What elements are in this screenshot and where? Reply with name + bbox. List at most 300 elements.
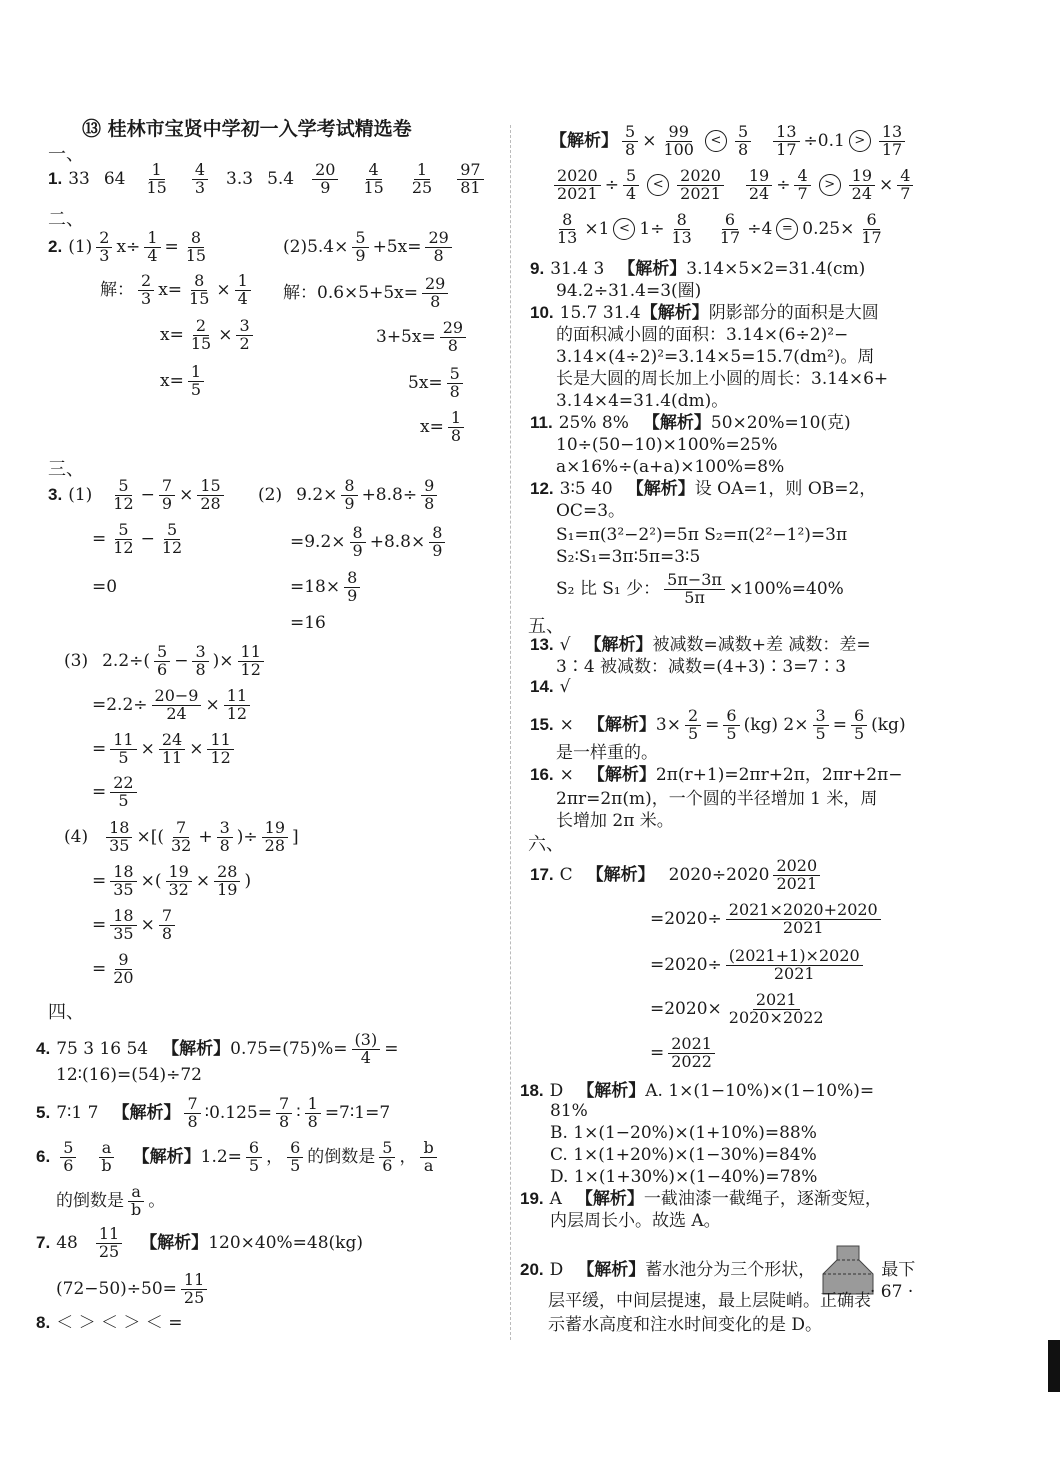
question-12-line-2: OC=3。 (556, 501, 626, 521)
operator: = (92, 870, 107, 891)
fraction: $\frac{8}{15}$ (189, 271, 210, 308)
fraction: $\frac{19}{24}$ (849, 168, 875, 203)
fraction: $\frac{6}{17}$ (719, 210, 741, 247)
question-10-line-5: 3.14×4=31.4(dm)。 (556, 391, 729, 411)
fraction: $\frac{2021}{2022}$ (668, 1036, 715, 1071)
expression: 0.25× (802, 218, 855, 239)
question-3-part-2-line-4: =16 (290, 613, 326, 633)
answer: × (559, 714, 574, 735)
punctuation: ， (266, 1146, 284, 1167)
fraction: $\frac{(3)}{4}$ (352, 1032, 381, 1067)
expression: 2.2÷( (102, 650, 151, 671)
analysis-tag: 【解析】 (587, 765, 656, 785)
analysis-tag: 【解析】 (162, 1038, 231, 1059)
expression: )× (212, 650, 234, 671)
question-13-line-2: 3∶4 被减数：减数=(4+3)∶3=7∶3 (556, 657, 847, 677)
expression: 2020÷2020 (668, 864, 770, 885)
fraction: 5 6 (379, 1140, 395, 1175)
question-number: 14. (530, 677, 554, 696)
question-2-right-line-5 (420, 410, 468, 445)
question-8 (36, 1314, 182, 1333)
operator: ÷ (604, 174, 619, 195)
expression: 解：0.6×5+5x= (283, 282, 418, 303)
question-number: 12. (530, 479, 554, 498)
answer: D (549, 1081, 564, 1101)
answer: ＜ ＞ ＜ ＞ ＜ = (56, 1313, 183, 1333)
question-14 (530, 678, 570, 697)
fraction: $\frac{19}{28}$ (262, 820, 288, 855)
question-10-line-1 (530, 304, 879, 323)
fraction: $\frac{29}{8}$ (440, 320, 466, 355)
explanation: 设 OA=1，则 OB=2， (694, 479, 877, 499)
question-15-line-2: 是一样重的。 (556, 743, 658, 763)
question-2-right-line-3 (376, 320, 470, 355)
expression: 5x= (408, 372, 443, 393)
analysis-tag: 【解析】 (112, 1102, 181, 1123)
analysis-tag: 【解析】 (642, 413, 711, 433)
expression: 3+5x= (376, 326, 436, 347)
operator: = (650, 1042, 665, 1063)
expression: x= (160, 324, 184, 345)
question-number: 9. (530, 259, 545, 278)
fraction: $\frac{29}{8}$ (425, 230, 451, 265)
explanation: S₂ 比 S₁ 少： (556, 578, 661, 599)
question-3-line-3: =0 (92, 577, 118, 597)
operator: × (879, 174, 894, 195)
answer: √ (559, 635, 571, 655)
question-7-line-2 (56, 1272, 211, 1307)
fraction: 6 5 (851, 708, 867, 743)
punctuation: 。 (148, 1190, 166, 1211)
fraction: $\frac{99}{100}$ (663, 122, 694, 159)
question-number: 19. (520, 1189, 544, 1208)
explanation: 一截油漆一截绳子，逐渐变短， (643, 1189, 882, 1209)
question-number: 20. (520, 1259, 544, 1279)
fraction: $\frac{8}{9}$ (350, 525, 366, 560)
analysis-tag: 【解析】 (140, 1232, 209, 1253)
question-3-part-4-line-3 (92, 908, 179, 943)
analysis-tag: 【解析】 (584, 635, 653, 655)
question-11-line-1 (530, 414, 851, 433)
fraction: $\frac{24}{11}$ (159, 732, 185, 767)
expression: x= (158, 279, 183, 300)
question-number: 13. (530, 635, 554, 654)
operator: − (140, 484, 155, 505)
punctuation: ， (399, 1146, 417, 1167)
question-number: 3. (48, 484, 63, 504)
question-number: 5. (36, 1102, 51, 1122)
operator: = (92, 528, 107, 549)
fraction: $\frac{19}{32}$ (166, 864, 192, 899)
operator: − (140, 528, 155, 549)
fraction: $\frac{8}{15}$ (185, 228, 207, 265)
fraction: $\frac{4}{7}$ (794, 168, 810, 203)
question-19-line-1 (520, 1190, 882, 1209)
question-17-line-3 (650, 948, 867, 983)
question-15-line-1: 15. × 【解析】 3× $\frac{2}{5}$ = 6 5 (kg) 2× $\frac{3}{5}$ = 6 5 (kg) (530, 706, 906, 743)
part-label: (3) (64, 650, 89, 671)
question-18-line-1 (520, 1082, 874, 1101)
question-8-analysis-line-2 (550, 168, 917, 203)
expression: =2020÷ (650, 908, 722, 929)
fraction: $\frac{7}{8}$ (159, 908, 175, 943)
fraction: $\frac{8}{13}$ (557, 210, 578, 247)
fraction: 5 6 (60, 1140, 76, 1175)
fraction: $\frac{5}{12}$ (113, 520, 134, 557)
fraction: $\frac{11}{12}$ (207, 732, 233, 767)
expression: =18× (290, 576, 341, 597)
question-16-line-3: 长增加 2π 米。 (556, 811, 674, 831)
fraction: $\frac{5}{4}$ (623, 168, 639, 203)
question-3-part-3-line-1 (64, 644, 268, 679)
section-heading-4: 四、 (48, 1002, 84, 1023)
operator: ÷ (776, 174, 791, 195)
section-heading-2: 二、 (48, 209, 84, 230)
question-12-line-3: S₁=π(3²−2²)=5π S₂=π(2²−1²)=3π (556, 525, 848, 545)
question-3-part-3-line-3 (92, 732, 238, 767)
fraction: $\frac{2}{15}$ (190, 316, 212, 353)
question-16-line-1 (530, 766, 903, 785)
analysis-tag: 【解析】 (577, 1081, 646, 1101)
fraction: $\frac{13}{17}$ (773, 124, 799, 159)
question-3-line-2 (92, 522, 189, 557)
fraction: 1 15 (146, 160, 167, 197)
comparison-symbol: < (647, 174, 669, 196)
fraction: $\frac{11}{25}$ (181, 1272, 207, 1307)
explanation: 的倒数是 (307, 1146, 376, 1167)
question-3-part-4-line-4 (92, 952, 141, 987)
expression: 1÷ (639, 218, 665, 239)
expression: = (164, 236, 179, 257)
question-12-line-4: S₂∶S₁=3π∶5π=3∶5 (556, 547, 701, 567)
question-3-part-3-line-2 (92, 688, 254, 723)
analysis-tag: 【解析】 (132, 1146, 201, 1167)
question-17-line-4 (650, 992, 831, 1027)
fraction: $\frac{3}{8}$ (217, 820, 233, 855)
question-number: 11. (530, 413, 553, 432)
solution-label: 解： (100, 279, 134, 300)
question-7-line-1 (36, 1226, 363, 1261)
question-10-line-4: 长是大圆的周长加上小圆的周长：3.14×6+ (556, 369, 889, 389)
expression: ÷4 (747, 218, 773, 239)
fraction: $\frac{5}{8}$ (622, 124, 638, 159)
question-6-line-2 (56, 1184, 165, 1219)
question-3-part-2-line-2 (290, 525, 449, 560)
fraction: $\frac{2021\times 2020+2020}{2021}$ (726, 902, 881, 937)
answer: 7∶1 7 (56, 1102, 99, 1123)
fraction: 5 6 (154, 644, 170, 679)
question-number: 7. (36, 1232, 51, 1252)
fraction: 11 25 (96, 1226, 122, 1261)
analysis-tag: 【解析】 (618, 259, 687, 279)
question-2-line-4 (160, 364, 208, 399)
section-heading-6: 六、 (528, 834, 564, 855)
explanation: ∶0.125= (204, 1102, 272, 1123)
question-17-line-5 (650, 1036, 719, 1071)
question-2-line-3 (160, 318, 257, 353)
question-3-part-4-line-1 (64, 820, 299, 855)
fraction: $\frac{1}{4}$ (235, 273, 251, 308)
fraction: $\frac{2020}{2021}$ (554, 168, 601, 203)
page-title: ⑬ 桂林市宝贤中学初一入学考试精选卷 (82, 118, 412, 140)
explanation: (kg) 2× (743, 714, 809, 735)
fraction: 5 8 (735, 124, 751, 159)
question-2-right-line-4 (408, 366, 467, 401)
fraction: b a (420, 1140, 436, 1175)
explanation: ×100%=40% (728, 578, 844, 599)
question-number: 6. (36, 1146, 51, 1166)
expression: =2020÷ (650, 954, 722, 975)
fraction: 13 17 (879, 124, 905, 159)
explanation: 0.75=(75)%= (230, 1038, 348, 1059)
fraction: $\frac{20-9}{24}$ (152, 688, 202, 723)
question-number: 8. (36, 1313, 51, 1332)
edge-tab-marker (1048, 1340, 1060, 1392)
fraction: $\frac{9}{20}$ (113, 950, 134, 987)
fraction: $\frac{11}{12}$ (224, 688, 250, 723)
fraction: $\frac{29}{8}$ (422, 276, 448, 311)
operator: × (195, 870, 211, 891)
analysis-tag: 【解析】 (640, 303, 709, 323)
explanation: 50×20%=10(克) (710, 413, 851, 433)
fraction: $\frac{5}{8}$ (447, 366, 463, 401)
fraction: $\frac{5\pi-3\pi}{5\pi}$ (664, 572, 725, 607)
question-18-line-2: 81% (550, 1101, 588, 1121)
expression: x÷ (116, 236, 141, 257)
fraction: $\frac{2}{5}$ (685, 708, 701, 743)
explanation: (kg) (871, 714, 906, 735)
fraction: 1 25 (411, 160, 433, 197)
question-20-line-1 (520, 1244, 915, 1296)
operator: × (642, 130, 657, 151)
fraction: $\frac{4}{7}$ (897, 168, 913, 203)
operator: = (384, 1038, 399, 1059)
reservoir-shape-icon (819, 1244, 877, 1296)
expression: ×[( (136, 826, 164, 847)
question-3-part-2-line-3 (290, 570, 364, 605)
analysis-tag: 【解析】 (587, 714, 656, 735)
explanation: 3× (655, 714, 681, 735)
comparison-symbol: > (819, 174, 841, 196)
explanation: =7∶1=7 (324, 1102, 391, 1123)
question-11-line-2: 10÷(50−10)×100%=25% (556, 435, 778, 455)
fraction: a b (98, 1140, 114, 1175)
page-number: · 67 · (870, 1282, 914, 1302)
expression: =2.2÷ (92, 694, 148, 715)
question-number: 2. (48, 236, 63, 256)
answer: 33 (68, 168, 90, 189)
operator: × (140, 738, 155, 759)
expression: × (218, 324, 233, 345)
question-2-line-2 (100, 273, 255, 308)
fraction: $\frac{3}{8}$ (192, 644, 208, 679)
question-20-line-2: 层平缓，中间层提速，最上层陡峭。正确表 (548, 1291, 871, 1311)
operator: = (92, 914, 107, 935)
expression: )÷ (236, 826, 258, 847)
operator: × (140, 914, 155, 935)
question-number: 4. (36, 1038, 51, 1058)
analysis-tag: 【解析】 (626, 479, 695, 499)
analysis-tag: 【解析】 (575, 1189, 644, 1209)
question-16-line-2: 2πr=2π(m)，一个圆的半径增加 1 米，周 (556, 789, 878, 809)
fraction: 2020 2021 (773, 858, 820, 893)
fraction: $\frac{8}{9}$ (344, 570, 360, 605)
part-label: (4) (64, 826, 89, 847)
expression: x= (160, 370, 184, 391)
fraction: $\frac{1}{5}$ (188, 364, 204, 399)
expression: +8.8× (369, 531, 426, 552)
question-number: 16. (530, 765, 554, 784)
fraction: 2020 2021 (677, 168, 724, 203)
analysis-tag: 【解析】 (550, 130, 618, 151)
question-4-line-2: 12∶(16)=(54)÷72 (56, 1065, 202, 1085)
fraction: $\frac{15}{28}$ (197, 478, 223, 513)
answer: × (559, 765, 574, 785)
fraction: $\frac{(2021+1)\times 2020}{2021}$ (726, 948, 863, 983)
explanation: 最下 (881, 1259, 916, 1280)
question-number: 17. (530, 864, 554, 884)
comparison-symbol: < (613, 218, 635, 240)
fraction: $\frac{18}{35}$ (110, 864, 136, 899)
fraction: a b (128, 1184, 144, 1219)
fraction: $\frac{19}{24}$ (746, 168, 772, 203)
expression: =9.2× (290, 531, 346, 552)
question-4-line-1 (36, 1032, 398, 1067)
fraction: $\frac{11}{5}$ (110, 732, 136, 767)
analysis-tag: 【解析】 (586, 864, 655, 885)
fraction: 5 12 (113, 476, 134, 513)
operator: × (205, 694, 220, 715)
question-number: 15. (530, 714, 554, 734)
explanation: 3.14×5×2=31.4(cm) (686, 259, 866, 279)
explanation: 120×40%=48(kg) (208, 1232, 363, 1253)
question-10-line-3: 3.14×(4÷2)²=3.14×5=15.7(dm²)。周 (556, 347, 875, 367)
fraction: 2 3 (96, 230, 112, 265)
question-8-analysis-line-1 (550, 124, 909, 159)
answer: √ (559, 677, 571, 697)
question-number: 10. (530, 303, 554, 322)
part-label: (2) (258, 484, 283, 505)
question-18-line-4: C. 1×(1+20%)×(1−30%)=84% (550, 1145, 817, 1165)
fraction: $\frac{22}{5}$ (110, 775, 136, 810)
explanation: 1.2= (200, 1146, 242, 1167)
answer: 75 3 16 54 (56, 1038, 149, 1059)
fraction: $\frac{3}{5}$ (813, 708, 829, 743)
section-heading-3: 三、 (48, 459, 84, 480)
expression: (2)5.4× (283, 236, 349, 257)
answer: 15.7 31.4 (559, 303, 641, 323)
operator: − (174, 650, 189, 671)
question-12-line-1 (530, 480, 876, 499)
explanation: 蓄水池分为三个形状， (645, 1259, 816, 1280)
question-6-line-1 (36, 1140, 441, 1175)
question-9-line-2: 94.2÷31.4=3(圈) (556, 281, 702, 301)
explanation: 阴影部分的面积是大圆 (708, 303, 879, 323)
expression: ×( (140, 870, 162, 891)
fraction: $\frac{1}{8}$ (448, 410, 464, 445)
explanation: A. 1×(1−10%)×(1−10%)= (645, 1081, 875, 1101)
fraction: 4 15 (363, 160, 384, 197)
answer: A (549, 1189, 562, 1209)
fraction: 7 32 (170, 818, 192, 855)
column-divider (510, 125, 511, 1340)
expression: 9.2× (296, 484, 338, 505)
fraction: 6 5 (287, 1140, 303, 1175)
fraction: $\frac{3}{2}$ (236, 318, 252, 353)
fraction: 6 5 (723, 708, 739, 743)
fraction: 4 3 (192, 162, 208, 197)
comparison-symbol: < (705, 130, 727, 152)
question-13-line-1 (530, 636, 871, 655)
fraction: $\frac{8}{9}$ (341, 478, 357, 513)
explanation: (72−50)÷50= (56, 1278, 177, 1299)
fraction: $\frac{7}{8}$ (276, 1096, 292, 1131)
question-2-right-line-2 (283, 276, 452, 311)
operator: = (92, 958, 107, 979)
answer: 3.3 (226, 168, 254, 189)
fraction: $\frac{8}{9}$ (429, 525, 445, 560)
fraction: $\frac{18}{35}$ (106, 820, 132, 855)
question-2-line-1 (48, 230, 213, 265)
expression: ] (292, 826, 299, 847)
explanation: 2π(r+1)=2πr+2π，2πr+2π− (655, 765, 903, 785)
answer: D (549, 1259, 564, 1280)
fraction: 2 3 (138, 273, 154, 308)
question-17-line-2 (650, 902, 885, 937)
expression: +8.8÷ (361, 484, 418, 505)
fraction: 97 81 (457, 162, 483, 197)
question-19-line-2: 内层周长小。故选 A。 (550, 1211, 721, 1231)
question-3-line-1 (48, 478, 228, 513)
expression: x= (420, 416, 444, 437)
fraction: $\frac{9}{8}$ (421, 478, 437, 513)
part-label: (1) (68, 236, 93, 257)
question-3-part-2-line-1 (258, 478, 441, 513)
answer: 64 (103, 168, 126, 189)
operator: × (189, 738, 204, 759)
question-5 (36, 1096, 390, 1131)
question-12-line-5 (556, 572, 844, 607)
question-number: 1. (48, 168, 63, 188)
section-heading-5: 五、 (528, 616, 564, 637)
expression: +5x= (372, 236, 422, 257)
question-18-line-5: D. 1×(1+30%)×(1−40%)=78% (550, 1167, 818, 1187)
section-heading-1: 一、 (48, 144, 84, 165)
question-20-line-3: 示蓄水高度和注水时间变化的是 D。 (548, 1315, 823, 1335)
question-2-right-line-1 (283, 230, 456, 265)
fraction: 7 8 (184, 1096, 200, 1131)
expression: ÷0.1 (803, 130, 845, 151)
fraction: $\frac{6}{5}$ (246, 1140, 262, 1175)
question-18-line-3: B. 1×(1−20%)×(1+10%)=88% (550, 1123, 817, 1143)
expression: =2020× (650, 998, 722, 1019)
answer: 25% 8% (558, 413, 629, 433)
question-8-analysis-line-3 (550, 212, 889, 247)
comparison-symbol: > (849, 130, 871, 152)
analysis-tag: 【解析】 (577, 1259, 646, 1280)
operator: × (179, 484, 194, 505)
explanation: 的倒数是 (56, 1190, 124, 1211)
question-9-line-1 (530, 260, 865, 279)
answer: C (559, 864, 573, 885)
operator: ∶ (296, 1102, 301, 1123)
expression: ) (244, 870, 252, 891)
operator: = (92, 781, 107, 802)
answer: 31.4 3 (550, 259, 605, 279)
fraction: $\frac{5}{9}$ (352, 230, 368, 265)
expression: × (216, 279, 231, 300)
expression: ×1 (584, 218, 610, 239)
